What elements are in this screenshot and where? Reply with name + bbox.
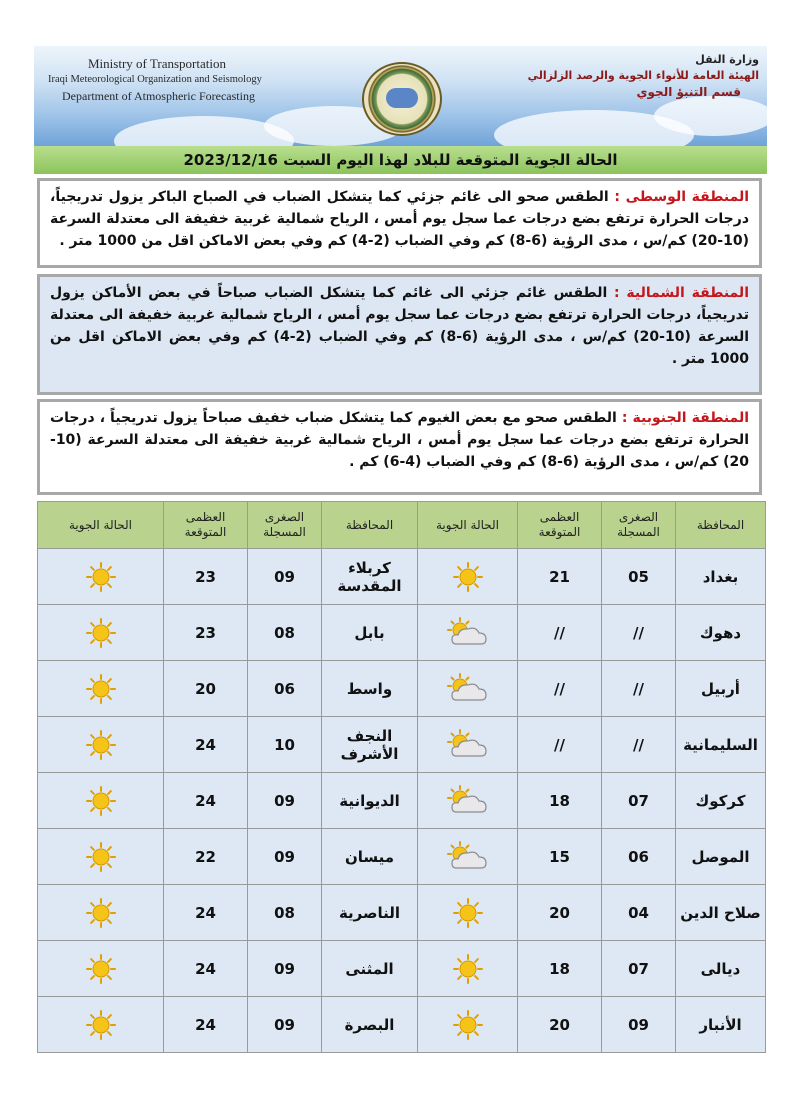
sun-icon <box>39 730 162 760</box>
condition-cell <box>38 605 164 661</box>
governorate-cell: السليمانية <box>676 717 766 773</box>
max-temp-cell: 20 <box>164 661 248 717</box>
max-temp-cell: 22 <box>164 829 248 885</box>
table-row <box>38 773 766 829</box>
english-letterhead <box>48 56 262 104</box>
col-header-min: الصغرى المسجلة <box>602 502 676 549</box>
condition-cell <box>418 717 518 773</box>
condition-cell <box>38 773 164 829</box>
table-row <box>38 997 766 1053</box>
min-temp-cell: 07 <box>602 773 676 829</box>
table-row <box>38 661 766 717</box>
min-temp-cell: 08 <box>248 885 322 941</box>
table-row <box>38 717 766 773</box>
sun-icon <box>419 1010 516 1040</box>
region-north <box>37 274 762 395</box>
min-temp-cell: 09 <box>248 773 322 829</box>
condition-cell <box>418 661 518 717</box>
organization-name-ar: الهيئة العامة للأنواء الجوية والرصد الزلزالي <box>527 69 759 82</box>
condition-cell <box>38 941 164 997</box>
page-title: الحالة الجوية المتوقعة للبلاد لهذا اليوم السبت 2023/12/16 <box>34 146 767 174</box>
sun-icon <box>39 674 162 704</box>
min-temp-cell: // <box>602 605 676 661</box>
region-central <box>37 178 762 268</box>
condition-cell <box>38 829 164 885</box>
table-row <box>38 829 766 885</box>
max-temp-cell: 24 <box>164 997 248 1053</box>
governorate-cell: كربلاء المقدسة <box>322 549 418 605</box>
min-temp-cell: 08 <box>248 605 322 661</box>
department-name-ar: قسم التنبؤ الجوي <box>636 85 741 99</box>
min-temp-cell: 06 <box>602 829 676 885</box>
condition-cell <box>418 941 518 997</box>
governorate-cell: الديوانية <box>322 773 418 829</box>
governorate-cell: المثنى <box>322 941 418 997</box>
condition-cell <box>38 661 164 717</box>
condition-cell <box>418 549 518 605</box>
max-temp-cell: 23 <box>164 549 248 605</box>
max-temp-cell: // <box>518 605 602 661</box>
min-temp-cell: 10 <box>248 717 322 773</box>
forecast-sheet <box>34 46 767 1046</box>
max-temp-cell: // <box>518 661 602 717</box>
governorate-cell: بابل <box>322 605 418 661</box>
sun-icon <box>39 954 162 984</box>
sun-icon <box>39 842 162 872</box>
min-temp-cell: 06 <box>248 661 322 717</box>
max-temp-cell: // <box>518 717 602 773</box>
max-temp-cell: 15 <box>518 829 602 885</box>
table-row <box>38 941 766 997</box>
governorate-cell: الموصل <box>676 829 766 885</box>
col-header-min: الصغرى المسجلة <box>248 502 322 549</box>
sun-icon <box>39 1010 162 1040</box>
table-row <box>38 605 766 661</box>
condition-cell <box>418 997 518 1053</box>
max-temp-cell: 24 <box>164 773 248 829</box>
max-temp-cell: 24 <box>164 941 248 997</box>
condition-cell <box>418 605 518 661</box>
min-temp-cell: 07 <box>602 941 676 997</box>
min-temp-cell: 09 <box>248 549 322 605</box>
arabic-letterhead <box>528 52 759 100</box>
sun-icon <box>39 898 162 928</box>
cloudy-icon <box>419 841 516 873</box>
cloudy-icon <box>419 673 516 705</box>
governorate-cell: واسط <box>322 661 418 717</box>
max-temp-cell: 24 <box>164 885 248 941</box>
region-name: المنطقة الجنوبية : <box>621 410 749 426</box>
cloudy-icon <box>419 785 516 817</box>
governorate-cell: البصرة <box>322 997 418 1053</box>
sun-icon <box>39 618 162 648</box>
col-header-governorate: المحافظة <box>676 502 766 549</box>
governorate-cell: الناصرية <box>322 885 418 941</box>
governorate-cell: بغداد <box>676 549 766 605</box>
region-text: الطقس صحو الى غائم جزئي كما يتشكل الضباب في الصباح الباكر يزول تدريجياً، درجات الحرارة ترتفع بضع درجات عما سجل يوم أمس ، الرياح شمالية غربية خفيفة الى معتدلة السرعة (10-20) كم/س ، مدى الرؤية (6-8) كم وفي الضباب (2-4) كم وفي بعض الاماكن اقل من 1000 متر . <box>50 189 749 249</box>
sun-icon <box>39 562 162 592</box>
max-temp-cell: 21 <box>518 549 602 605</box>
governorate-cell: دهوك <box>676 605 766 661</box>
max-temp-cell: 24 <box>164 717 248 773</box>
governorate-cell: النجف الأشرف <box>322 717 418 773</box>
letterhead <box>34 46 767 146</box>
col-header-condition: الحالة الجوية <box>38 502 164 549</box>
governorate-cell: ميسان <box>322 829 418 885</box>
min-temp-cell: 09 <box>248 997 322 1053</box>
region-text: الطقس غائم جزئي الى غائم كما يتشكل الضباب صباحاً في بعض الأماكن يزول تدريجياً، درجات الحرارة ترتفع بضع درجات عما سجل يوم أمس ، الرياح شمالية غربية خفيفة الى معتدلة السرعة (10-20) كم/س ، مدى الرؤية (6-8) كم وفي الضباب (2-4) كم وفي بعض الاماكن اقل من 1000 متر . <box>50 285 750 367</box>
forecast-table <box>37 501 766 1053</box>
min-temp-cell: // <box>602 717 676 773</box>
governorate-cell: أربيل <box>676 661 766 717</box>
condition-cell <box>38 717 164 773</box>
region-name: المنطقة الشمالية : <box>614 285 749 301</box>
organization-logo-icon <box>362 62 442 136</box>
department-name-en: Department of Atmospheric Forecasting <box>62 89 255 103</box>
region-text: الطقس صحو مع بعض الغيوم كما يتشكل ضباب خفيف صباحاً يزول تدريجياً ، درجات الحرارة ترتفع بضع درجات عما سجل يوم أمس ، الرياح شمالية غربية خفيفة الى معتدلة السرعة (10-20) كم/س ، مدى الرؤية (6-8) كم وفي الضباب (4-6) كم . <box>50 410 749 470</box>
condition-cell <box>418 885 518 941</box>
min-temp-cell: 05 <box>602 549 676 605</box>
condition-cell <box>38 549 164 605</box>
sun-icon <box>419 898 516 928</box>
table-row <box>38 885 766 941</box>
max-temp-cell: 20 <box>518 885 602 941</box>
table-header-row <box>38 502 766 549</box>
sun-icon <box>419 954 516 984</box>
sun-icon <box>39 786 162 816</box>
min-temp-cell: 09 <box>248 829 322 885</box>
cloudy-icon <box>419 617 516 649</box>
region-name: المنطقة الوسطى : <box>614 189 750 205</box>
organization-name-en: Iraqi Meteorological Organization and Seismology <box>48 74 262 85</box>
col-header-max: العظمى المتوقعة <box>164 502 248 549</box>
max-temp-cell: 18 <box>518 773 602 829</box>
decor-cloud <box>654 96 767 136</box>
governorate-cell: صلاح الدين <box>676 885 766 941</box>
max-temp-cell: 18 <box>518 941 602 997</box>
condition-cell <box>38 885 164 941</box>
min-temp-cell: 09 <box>248 941 322 997</box>
condition-cell <box>418 829 518 885</box>
condition-cell <box>418 773 518 829</box>
ministry-name-en: Ministry of Transportation <box>88 56 226 71</box>
col-header-condition: الحالة الجوية <box>418 502 518 549</box>
governorate-cell: الأنبار <box>676 997 766 1053</box>
min-temp-cell: // <box>602 661 676 717</box>
governorate-cell: كركوك <box>676 773 766 829</box>
governorate-cell: ديالى <box>676 941 766 997</box>
sun-icon <box>419 562 516 592</box>
col-header-max: العظمى المتوقعة <box>518 502 602 549</box>
max-temp-cell: 23 <box>164 605 248 661</box>
min-temp-cell: 09 <box>602 997 676 1053</box>
table-row <box>38 549 766 605</box>
min-temp-cell: 04 <box>602 885 676 941</box>
condition-cell <box>38 997 164 1053</box>
max-temp-cell: 20 <box>518 997 602 1053</box>
ministry-name-ar: وزارة النقل <box>695 53 759 66</box>
col-header-governorate: المحافظة <box>322 502 418 549</box>
cloudy-icon <box>419 729 516 761</box>
region-south <box>37 399 762 495</box>
